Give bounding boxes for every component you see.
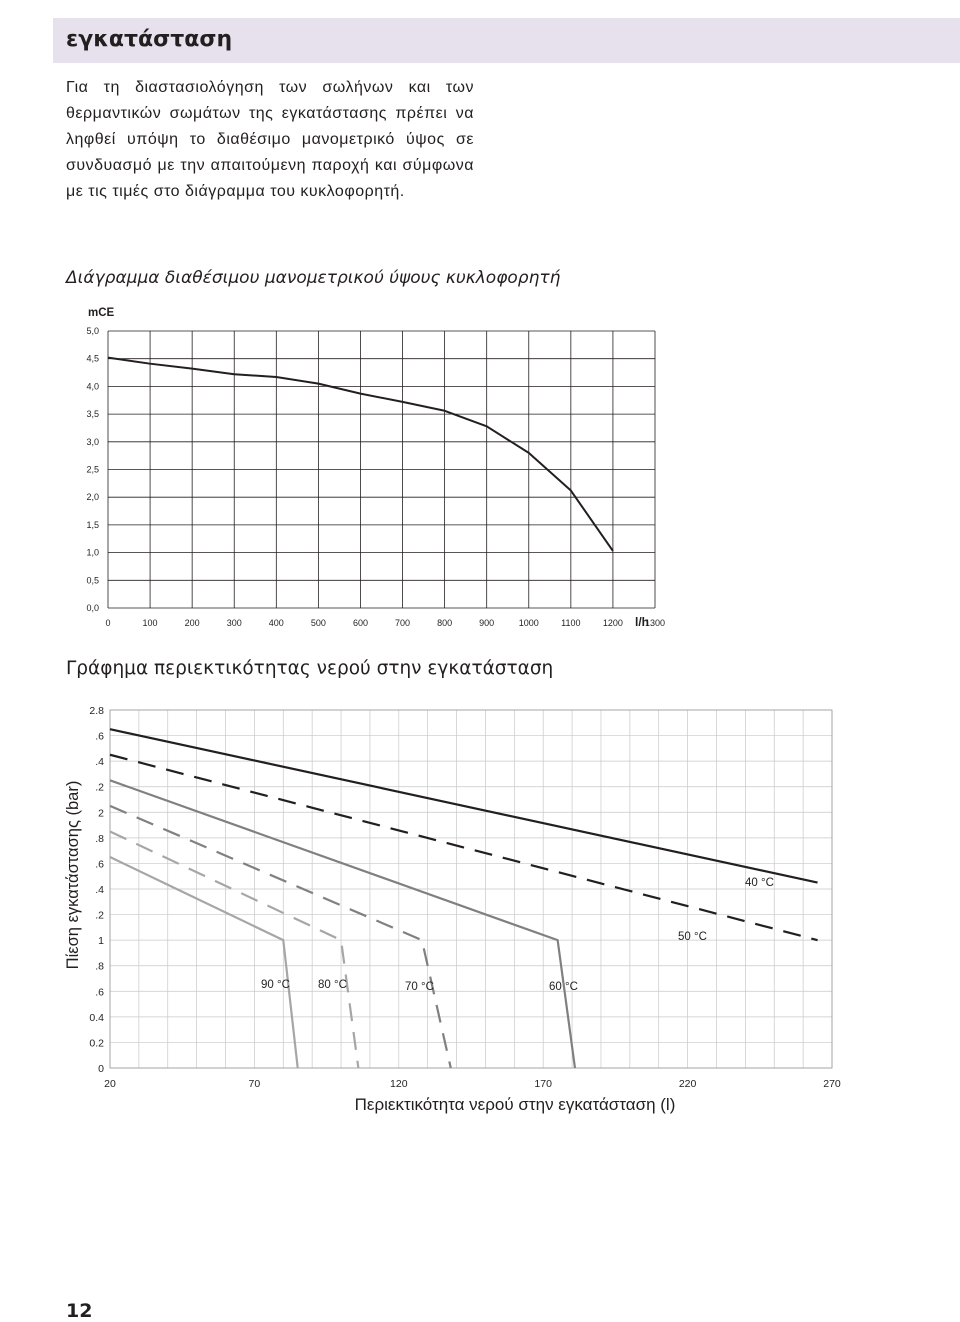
chart2-series-label: 50 °C [678,931,707,943]
chart1-x-tick-label: 400 [268,618,284,628]
chart1-x-tick-label: 300 [226,618,242,628]
chart1-y-tick-label: 1,0 [86,547,99,558]
chart1-y-tick-label: 3,0 [86,436,99,447]
chart2-y-tick-label: .8 [95,832,104,845]
chart1-x-tick-label: 1300 [644,618,666,628]
chart1-y-tick-label: 0,5 [86,575,99,586]
chart1-x-tick-label: 1000 [518,618,539,628]
chart2-y-tick-label: .4 [95,884,104,896]
intro-paragraph: Για τη διαστασιολόγηση των σωλήνων και των θερμαντικών σωμάτων της εγκατάστασης πρέπει να ληφθεί υπόψη το διαθέσιμο μανομετρικό ύψος σε συνδυασμό με την απαιτούμενη παροχή και σύμφωνα με τις τιμές στο διάγραμμα του κυκλοφορητή. [66,79,474,200]
chart1-y-tick-label: 4,0 [86,381,99,392]
section-title: εγκατάσταση [66,27,233,52]
water-content-chart [0,690,960,1130]
chart1-y-tick-label: 2,0 [86,492,99,503]
chart2-y-axis-label: Πίεση εγκατάστασης (bar) [64,780,82,970]
water-content-chart-title: Γράφημα περιεκτικότητας νερού στην εγκατάσταση [66,658,554,679]
chart2-y-tick-label: 2.8 [89,705,104,717]
chart2-y-tick-label: 1 [98,935,104,948]
chart2-x-tick-label: 20 [104,1078,116,1090]
chart2-x-tick-label: 220 [678,1078,697,1090]
chart2-x-tick-label: 170 [534,1078,552,1090]
chart2-series-line [110,806,451,1068]
chart1-x-tick-label: 500 [310,618,326,628]
chart2-y-tick-label: 0.4 [89,1011,104,1024]
chart1-y-tick-label: 0,0 [86,603,99,613]
chart1-x-tick-label: 100 [142,618,158,628]
chart2-series-label: 80 °C [318,979,347,991]
chart1-y-axis-label: mCE [88,307,115,319]
chart1-y-tick-label: 4,5 [86,353,99,364]
chart1-y-tick-label: 1,5 [86,519,99,530]
chart1-x-tick-label: 600 [352,618,368,628]
chart1-x-tick-label: 800 [437,618,453,628]
chart1-y-tick-label: 2,5 [86,464,99,475]
chart2-x-tick-label: 70 [248,1078,261,1090]
chart1-y-tick-label: 3,5 [86,409,99,420]
pump-head-chart [0,300,960,640]
chart2-y-tick-label: .6 [95,858,104,871]
chart2-series-line [110,729,818,882]
chart2-series-line [110,780,575,1068]
chart2-x-axis-label: Περιεκτικότητα νερού στην εγκατάσταση (l) [354,1095,676,1114]
chart1-x-tick-label: 0 [105,618,111,628]
chart2-y-tick-label: 0 [98,1063,104,1075]
chart1-x-tick-label: 900 [479,618,495,628]
chart2-series-label: 60 °C [549,981,578,993]
chart1-x-tick-label: 700 [395,618,411,628]
chart2-y-tick-label: .2 [95,781,104,794]
page-number: 12 [66,1300,93,1322]
chart1-x-tick-label: 1100 [561,618,581,628]
chart2-series-label: 70 °C [405,981,434,993]
chart2-y-tick-label: 0.2 [89,1037,104,1050]
chart2-series-label: 90 °C [261,979,290,991]
chart1-y-tick-label: 5,0 [86,326,99,336]
chart2-series-label: 40 °C [745,877,774,889]
chart2-x-tick-label: 270 [823,1078,841,1090]
chart2-series-line [110,831,358,1068]
pump-chart-title: Διάγραμμα διαθέσιμου μανομετρικού ύψους κυκλοφορητή [66,268,561,288]
chart2-series-line [110,755,818,940]
chart2-y-tick-label: .2 [95,909,104,922]
chart1-x-tick-label: 200 [184,618,200,628]
chart2-y-tick-label: .6 [95,730,104,743]
chart1-x-axis-label: l/h [635,615,649,629]
chart2-y-tick-label: 2 [98,807,104,820]
chart1-x-tick-label: 1200 [602,618,623,628]
chart2-y-tick-label: .8 [95,960,104,973]
chart2-x-tick-label: 120 [390,1078,408,1090]
chart2-y-tick-label: .6 [95,986,104,999]
chart2-y-tick-label: .4 [95,756,104,769]
